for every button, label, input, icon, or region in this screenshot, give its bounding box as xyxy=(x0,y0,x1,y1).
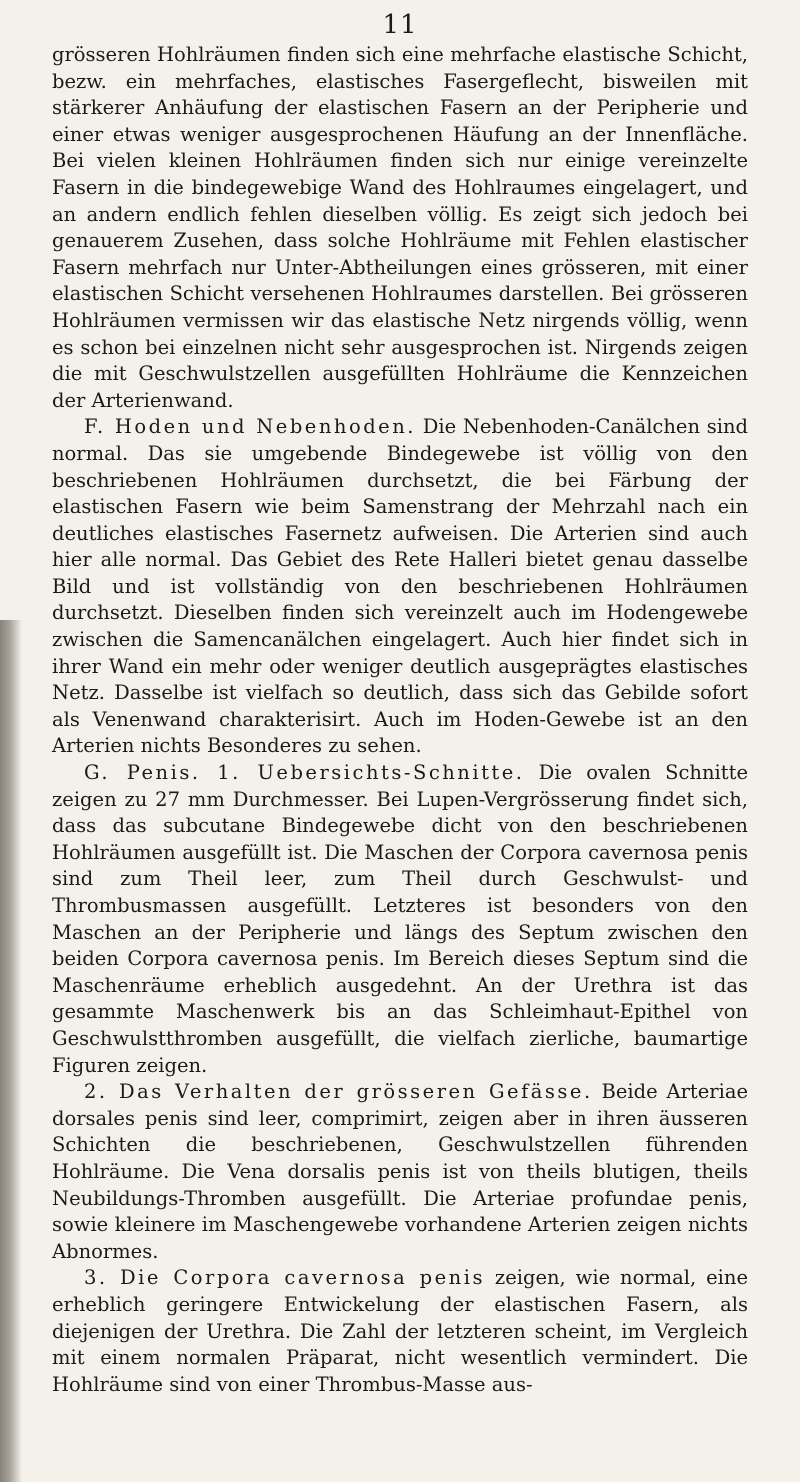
paragraph-text: zeigen, wie normal, eine erheblich geringere Entwickelung der elastischen Fasern, als diejenigen der Urethra. Die Zahl der letzteren scheint, im Vergleich mit einem normalen Präparat, nicht wesentlich vermindert. Die Hohlräume sind von einer Thrombus-Masse aus- xyxy=(52,1266,748,1396)
paragraph-text: Beide Arteriae dorsales penis sind leer, comprimirt, zeigen aber in ihren äusseren Schichten die beschriebenen, Geschwulstzellen führenden Hohlräume. Die Vena dorsalis penis ist von theils blutigen, theils Neubildungs-Thromben ausgefüllt. Die Arteriae profundae penis, sowie kleinere im Maschengewebe vorhandene Arterien zeigen nichts Abnormes. xyxy=(52,1080,748,1263)
binding-shadow xyxy=(0,620,22,1482)
paragraph-elastic-layers xyxy=(52,42,748,414)
section-heading: 2. Das Verhalten der grösseren Gefässe. xyxy=(84,1080,593,1104)
section-heading: G. Penis. 1. Uebersichts-Schnitte. xyxy=(84,761,525,785)
paragraph-hoden xyxy=(52,414,748,760)
section-heading: F. Hoden und Nebenhoden. xyxy=(84,415,416,439)
paragraph-penis-overview xyxy=(52,760,748,1079)
body-text xyxy=(52,42,748,1398)
paragraph-vessels xyxy=(52,1079,748,1265)
section-heading: 3. Die Corpora cavernosa penis xyxy=(84,1266,485,1290)
paragraph-text: grösseren Hohlräumen finden sich eine mehrfache elastische Schicht, bezw. ein mehrfaches, elastisches Fasergeflecht, bisweilen mit stärkerer Anhäufung der elastischen Fasern an der Peripherie und einer etwas weniger ausgesprochenen Häufung an der Innenfläche. Bei vielen kleinen Hohlräumen finden sich nur einige vereinzelte Fasern in die bindegewebige Wand des Hohlraumes eingelagert, und an andern endlich fehlen dieselben völlig. Es zeigt sich jedoch bei genauerem Zusehen, dass solche Hohlräume mit Fehlen elastischer Fasern mehrfach nur Unter-Abtheilungen eines grösseren, mit einer elastischen Schicht versehenen Hohlraumes darstellen. Bei grösseren Hohlräumen vermissen wir das elastische Netz nirgends völlig, wenn es schon bei einzelnen nicht sehr ausgesprochen ist. Nirgends zeigen die mit Geschwulstzellen ausgefüllten Hohlräume die Kennzeichen der Arterienwand. xyxy=(52,43,748,412)
paragraph-text: Die ovalen Schnitte zeigen zu 27 mm Durchmesser. Bei Lupen-Vergrösserung findet sich, dass das subcutane Bindegewebe dicht von den beschriebenen Hohlräumen ausgefüllt ist. Die Maschen der Corpora cavernosa penis sind zum Theil leer, zum Theil durch Geschwulst- und Thrombusmassen ausgefüllt. Letzteres ist besonders von den Maschen an der Peripherie und längs des Septum zwischen den beiden Corpora cavernosa penis. Im Bereich dieses Septum sind die Maschenräume erheblich ausgedehnt. An der Urethra ist das gesammte Maschenwerk bis an das Schleimhaut-Epithel von Geschwulstthromben ausgefüllt, die vielfach zierliche, baumartige Figuren zeigen. xyxy=(52,761,748,1077)
page-number: 11 xyxy=(382,10,418,40)
paragraph-text: Die Nebenhoden-Canälchen sind normal. Das sie umgebende Bindegewebe ist völlig von den beschriebenen Hohlräumen durchsetzt, die bei Färbung der elastischen Fasern wie beim Samenstrang der Mehrzahl nach ein deutliches elastisches Fasernetz aufweisen. Die Arterien sind auch hier alle normal. Das Gebiet des Rete Halleri bietet genau dasselbe Bild und ist vollständig von den beschriebenen Hohlräumen durchsetzt. Dieselben finden sich vereinzelt auch im Hodengewebe zwischen die Samencanälchen eingelagert. Auch hier findet sich in ihrer Wand ein mehr oder weniger deutlich ausgeprägtes elastisches Netz. Dasselbe ist vielfach so deutlich, dass sich das Gebilde sofort als Venenwand charakterisirt. Auch im Hoden-Gewebe ist an den Arterien nichts Besonderes zu sehen. xyxy=(52,415,749,758)
paragraph-corpora-cavernosa xyxy=(52,1265,748,1398)
